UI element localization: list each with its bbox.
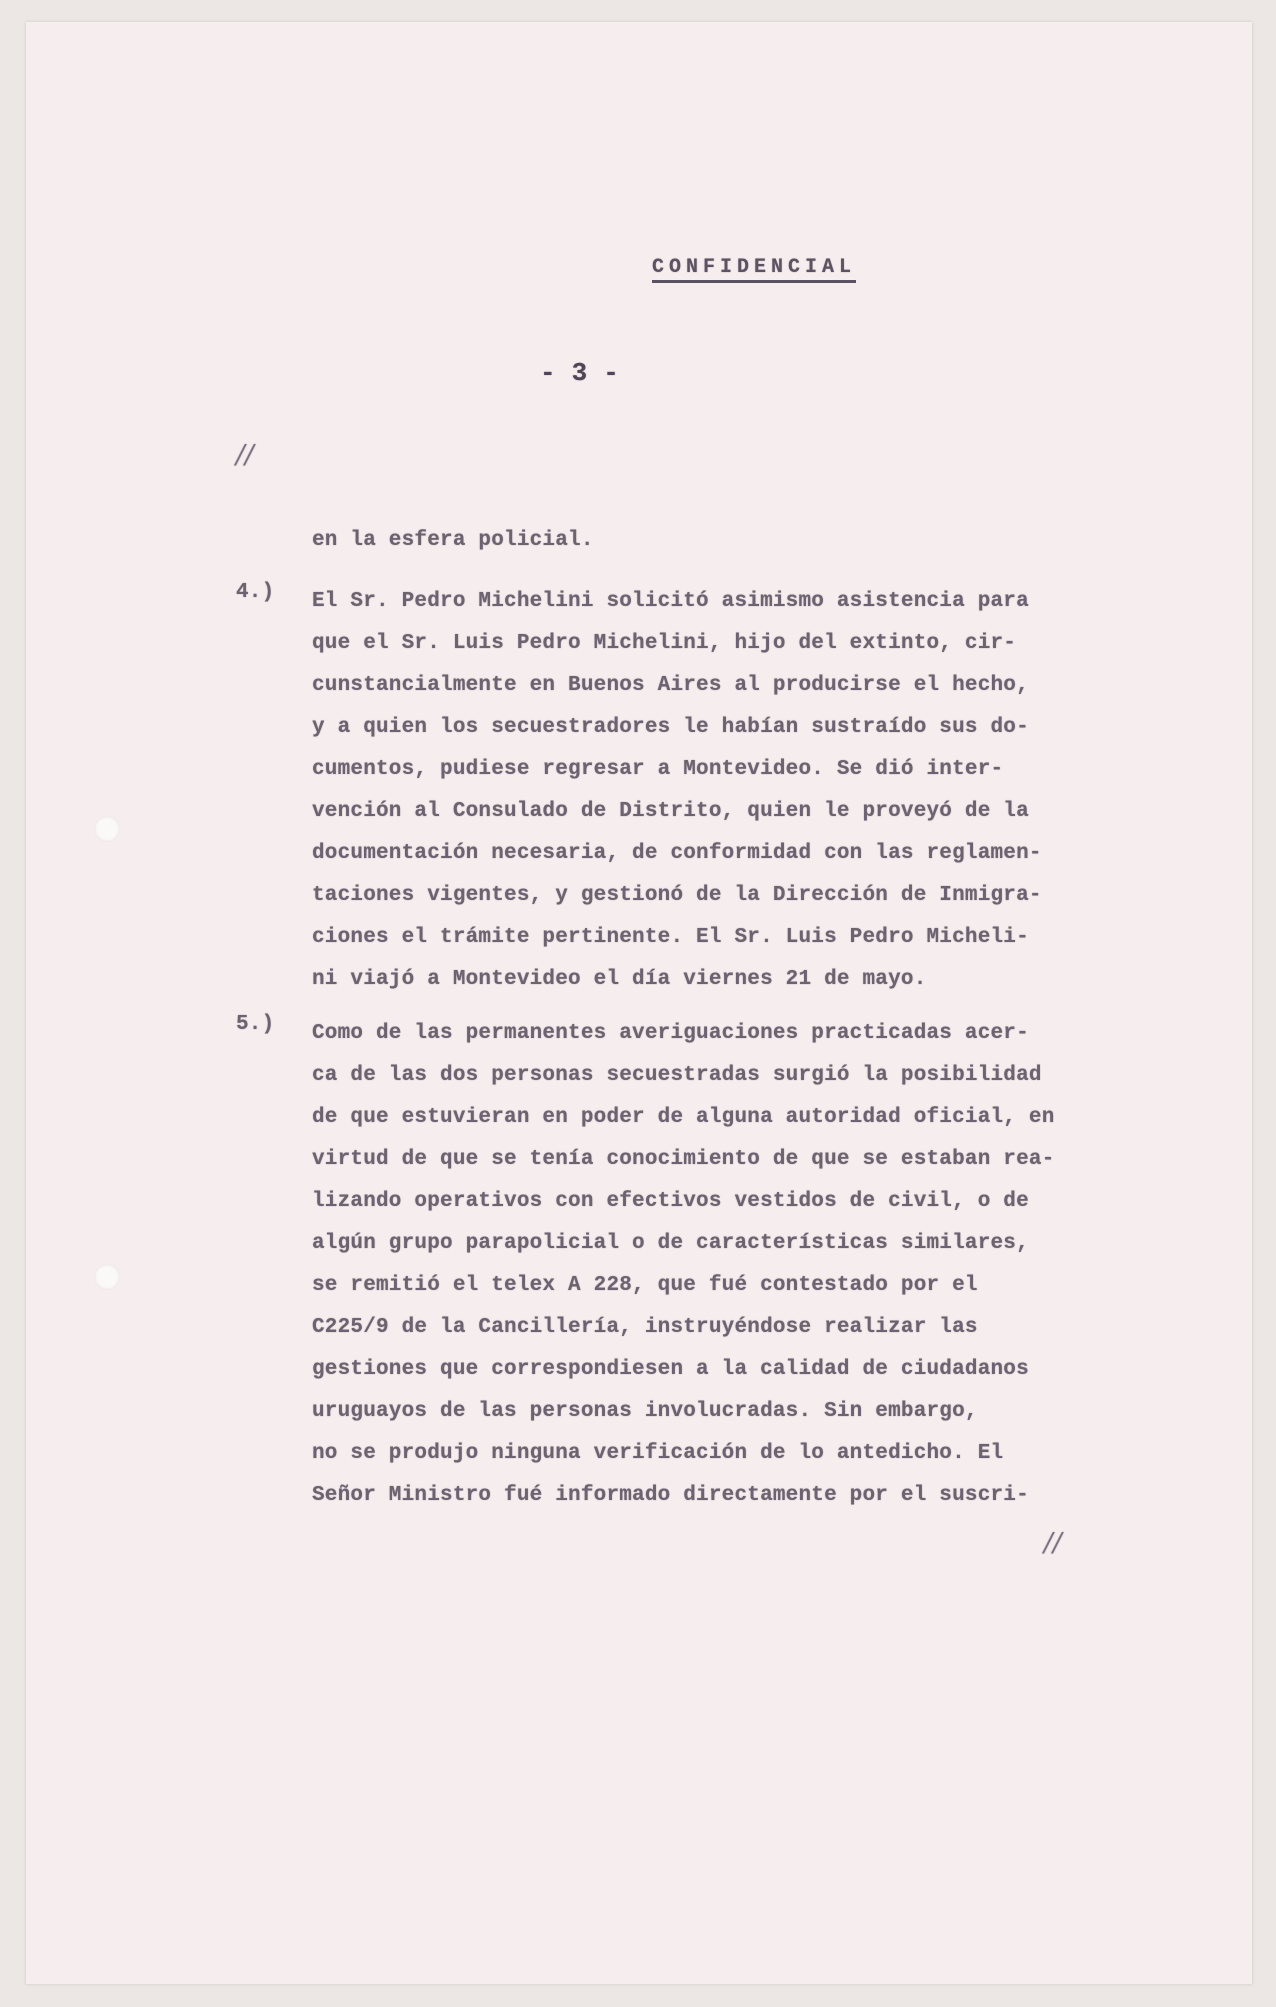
- paragraph-number: 4.): [236, 581, 275, 604]
- paragraph-line: algún grupo parapolicial o de características similares,: [312, 1232, 1029, 1255]
- page-number: - 3 -: [540, 358, 620, 388]
- paragraph-line: virtud de que se tenía conocimiento de que se estaban rea-: [312, 1148, 1055, 1171]
- paragraph-line: taciones vigentes, y gestionó de la Dirección de Inmigra-: [312, 884, 1042, 907]
- paragraph-line: gestiones que correspondiesen a la calidad de ciudadanos: [312, 1358, 1029, 1381]
- punch-hole: [94, 1264, 120, 1290]
- paragraph-line: vención al Consulado de Distrito, quien le proveyó de la: [312, 800, 1029, 823]
- punch-hole: [94, 816, 120, 842]
- paragraph-line: C225/9 de la Cancillería, instruyéndose realizar las: [312, 1316, 978, 1339]
- document-page: [26, 22, 1252, 1984]
- paragraph-line: cunstancialmente en Buenos Aires al producirse el hecho,: [312, 674, 1029, 697]
- paragraph-line: documentación necesaria, de conformidad con las reglamen-: [312, 842, 1042, 865]
- paragraph-line: lizando operativos con efectivos vestidos de civil, o de: [312, 1190, 1029, 1213]
- paragraph-line: Como de las permanentes averiguaciones practicadas acer-: [312, 1022, 1029, 1045]
- paragraph-number: 5.): [236, 1013, 275, 1036]
- paragraph-line: ca de las dos personas secuestradas surgió la posibilidad: [312, 1064, 1042, 1087]
- paragraph-line: El Sr. Pedro Michelini solicitó asimismo asistencia para: [312, 590, 1029, 613]
- continuation-mark-bottom: //: [1044, 1528, 1062, 1558]
- paragraph-line: uruguayos de las personas involucradas. Sin embargo,: [312, 1400, 978, 1423]
- paragraph-5: [312, 1013, 1152, 1517]
- paragraph-line: cumentos, pudiese regresar a Montevideo. Se dió inter-: [312, 758, 1004, 781]
- paragraph-4: [312, 581, 1152, 1001]
- classification-header: CONFIDENCIAL: [652, 256, 856, 283]
- paragraph-line: que el Sr. Luis Pedro Michelini, hijo del extinto, cir-: [312, 632, 1017, 655]
- continuation-mark-top: //: [236, 440, 254, 470]
- paragraph-line: ni viajó a Montevideo el día viernes 21 de mayo.: [312, 968, 927, 991]
- paragraph-line: no se produjo ninguna verificación de lo antedicho. El: [312, 1442, 1004, 1465]
- continuation-line: en la esfera policial.: [312, 529, 594, 552]
- paragraph-line: se remitió el telex A 228, que fué contestado por el: [312, 1274, 978, 1297]
- paragraph-line: ciones el trámite pertinente. El Sr. Luis Pedro Micheli-: [312, 926, 1029, 949]
- paragraph-line: y a quien los secuestradores le habían sustraído sus do-: [312, 716, 1029, 739]
- paragraph-line: Señor Ministro fué informado directamente por el suscri-: [312, 1484, 1029, 1507]
- paragraph-line: de que estuvieran en poder de alguna autoridad oficial, en: [312, 1106, 1055, 1129]
